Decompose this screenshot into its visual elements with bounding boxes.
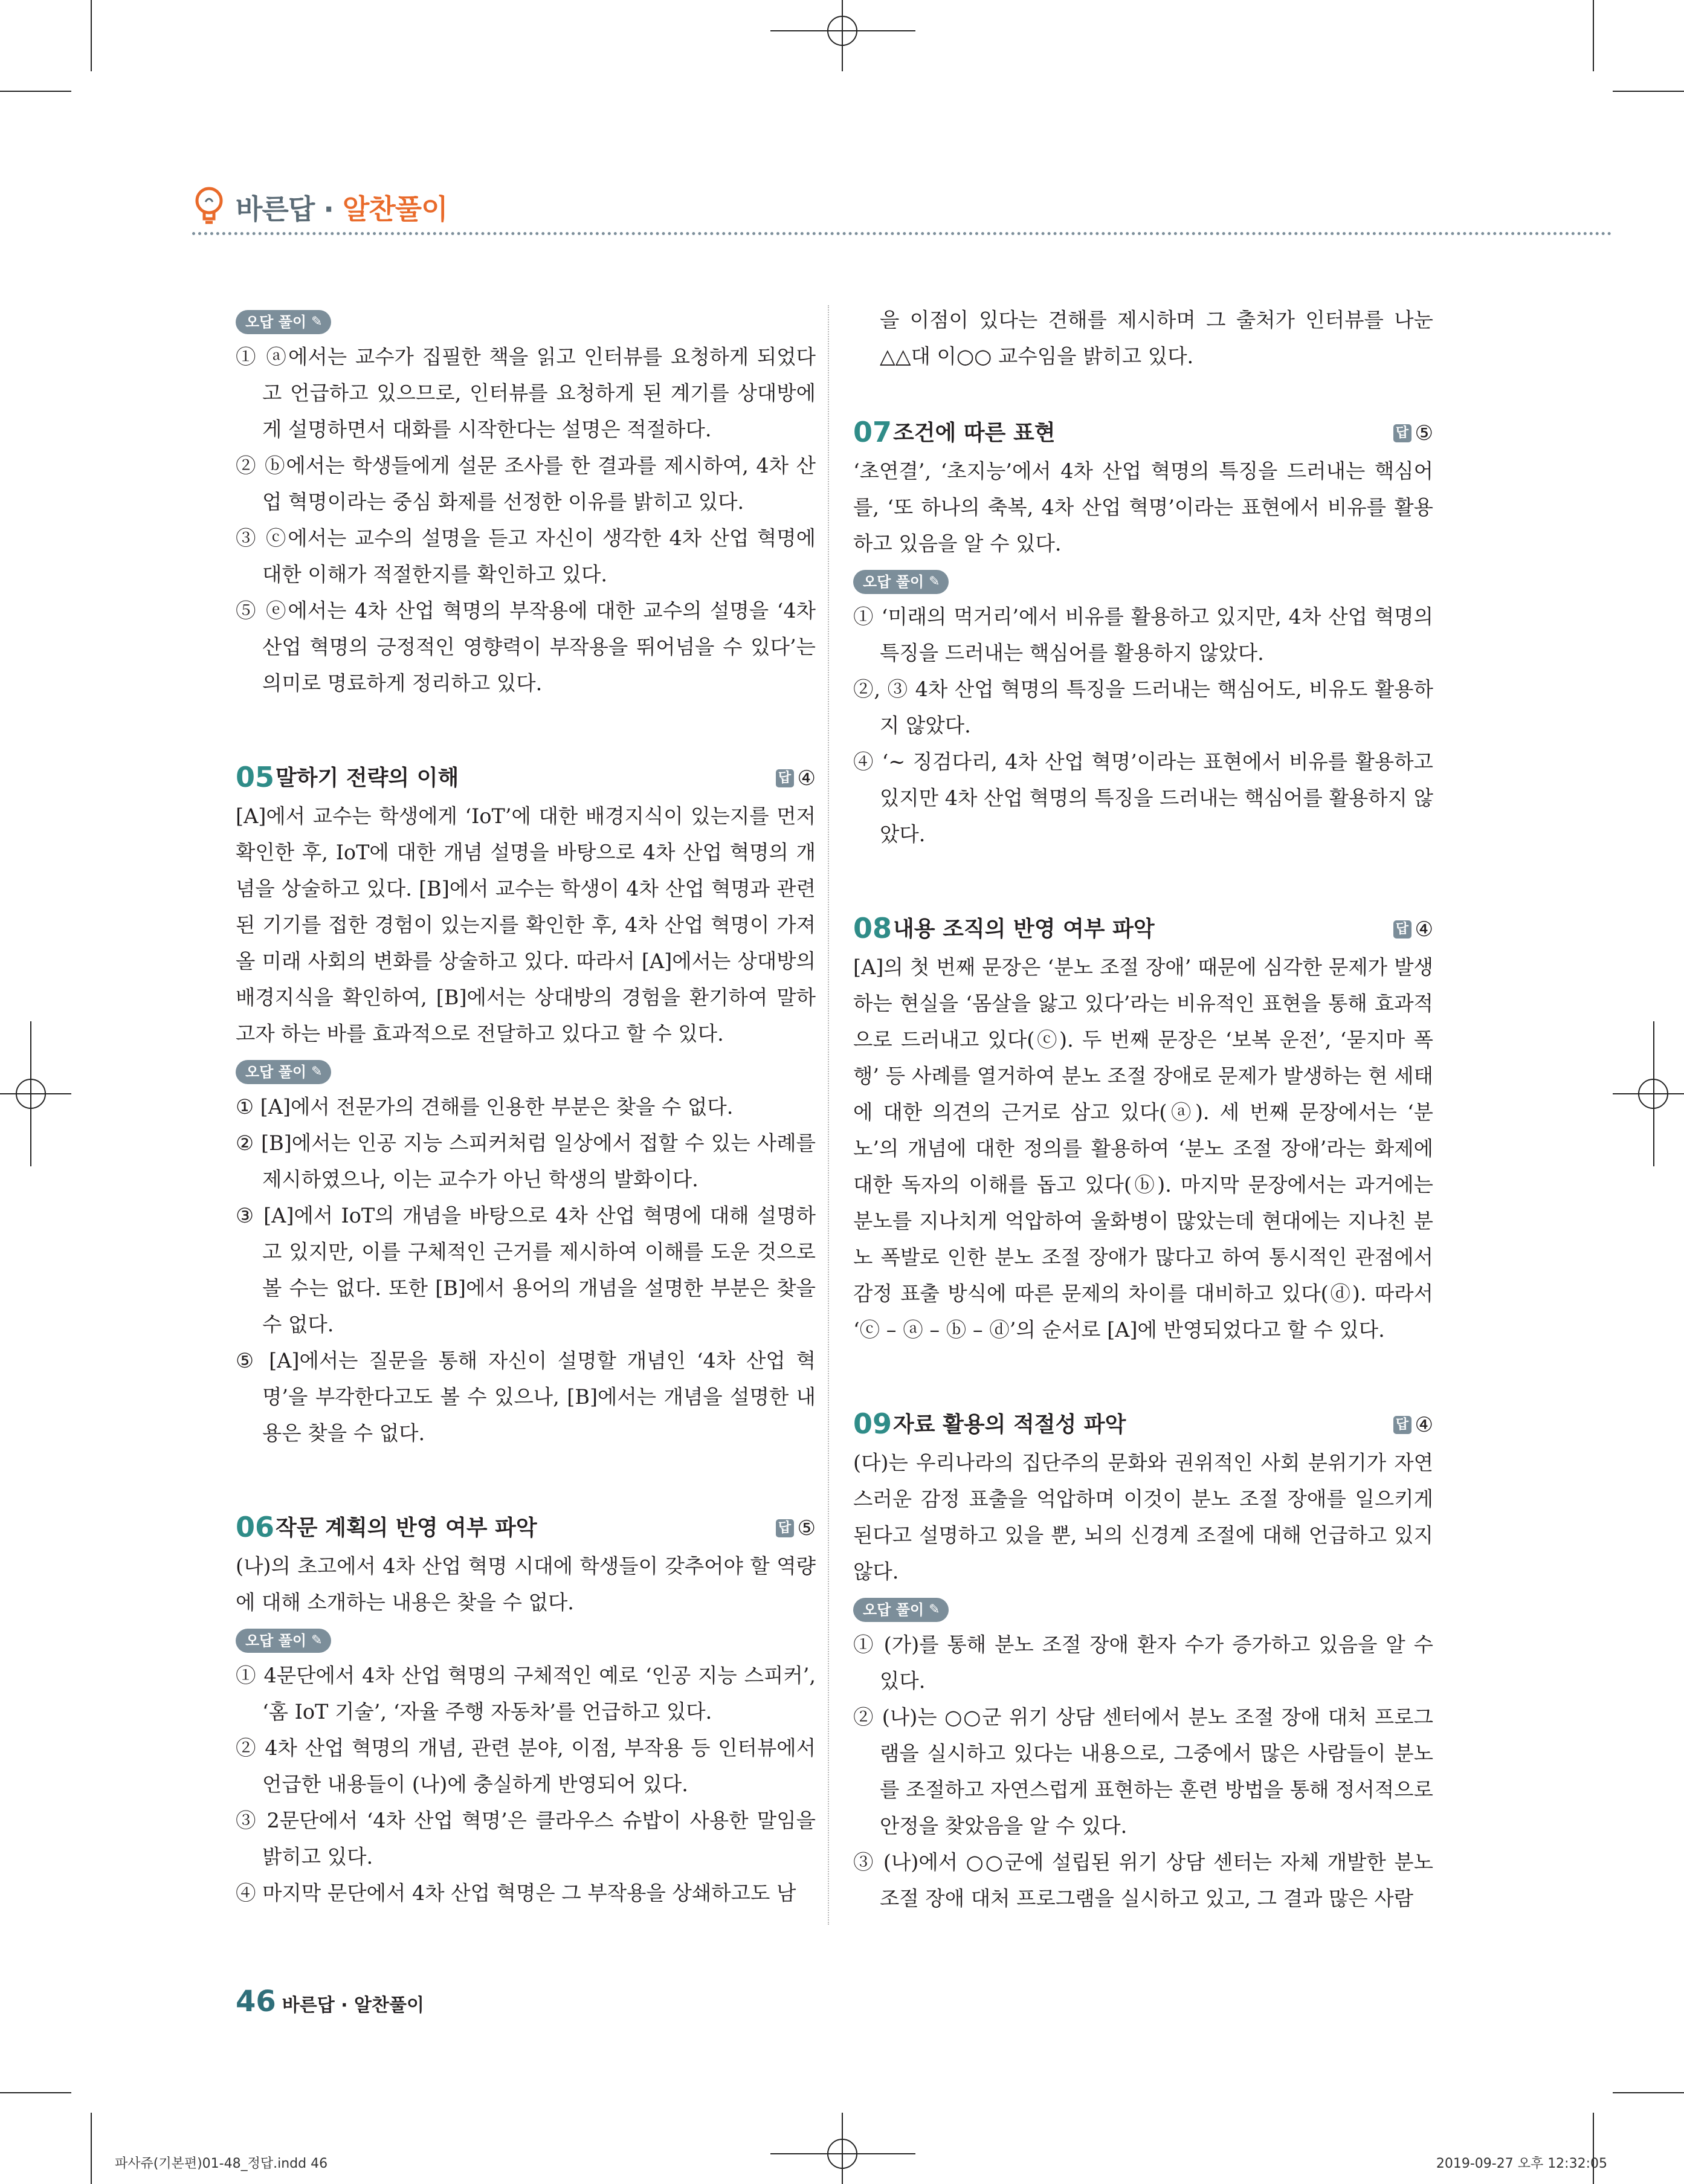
section-title: 작문 계획의 반영 여부 파악 [276, 1516, 537, 1540]
pencil-icon: ✎ [311, 314, 323, 329]
crop-mark [91, 2113, 92, 2184]
badge-label: 오답 풀이 [863, 1601, 924, 1618]
answer-indicator [1393, 913, 1433, 946]
explanation-item: ③ [A]에서 IoT의 개념을 바탕으로 4차 산업 혁명에 대해 설명하고 있지만, 이를 구체적인 근거를 제시하여 이해를 도운 것으로 볼 수는 없다. 또한 [B]에서 용어의 개념을 설명한 부분은 찾을 수 없다. [236, 1204, 816, 1336]
explanation-item: ②, ③ 4차 산업 혁명의 특징을 드러내는 핵심어도, 비유도 활용하지 않았다. [853, 677, 1433, 737]
lightbulb-icon [192, 184, 230, 228]
section-body: ‘초연결’, ‘초지능’에서 4차 산업 혁명의 특징을 드러내는 핵심어를, ‘또 하나의 축복, 4차 산업 혁명’이라는 표현에서 비유를 활용하고 있음을 알 수 있다. [853, 459, 1433, 555]
slug-file-info: 파사쥬(기본편)01-48_정답.indd 46 [115, 2156, 328, 2171]
wrong-answer-badge [236, 1629, 331, 1653]
explanation-item: ① [A]에서 전문가의 견해를 인용한 부분은 찾을 수 없다. [236, 1095, 734, 1119]
answer-icon: 답 [776, 769, 794, 787]
explanation-item: ⑤ ⓔ에서는 4차 산업 혁명의 부작용에 대한 교수의 설명을 ‘4차 산업 혁명의 긍정적인 영향력이 부작용을 뛰어넘을 수 있다’는 의미로 명료하게 정리하고 있다. [236, 599, 816, 695]
crop-mark [91, 0, 92, 71]
section-body: [A]의 첫 번째 문장은 ‘분노 조절 장애’ 때문에 심각한 문제가 발생하는 현실을 ‘몸살을 앓고 있다’라는 비유적인 표현을 통해 효과적으로 드러내고 있다(ⓒ). 두 번째 문장은 ‘보복 운전’, ‘묻지마 폭행’ 등 사례를 열거하여 분노 조절 장애로 문제가 발생하는 현 세태에 대한 의견의 근거로 삼고 있다(ⓐ). 세 번째 문장에서는 ‘분노’의 개념에 대한 정의를 활용하여 ‘분노 조절 장애’라는 화제에 대한 독자의 이해를 돕고 있다(ⓑ). 마지막 문장에서는 과거에는 분노를 지나치게 억압하여 울화병이 많았는데 현대에는 지나친 분노 폭발로 인한 분노 조절 장애가 많다고 하여 통시적인 관점에서 감정 표출 방식에 따른 문제의 차이를 대비하고 있다(ⓓ). 따라서 ‘ⓒ – ⓐ – ⓑ – ⓓ’의 순서로 [A]에 반영되었다고 할 수 있다. [853, 955, 1433, 1342]
section-title: 자료 활용의 적절성 파악 [893, 1412, 1126, 1437]
badge-label: 오답 풀이 [863, 573, 924, 590]
crop-mark [0, 91, 71, 92]
pencil-icon: ✎ [929, 574, 940, 589]
badge-label: 오답 풀이 [245, 1632, 307, 1649]
explanation-item: ① (가)를 통해 분노 조절 장애 환자 수가 증가하고 있음을 알 수 있다. [853, 1633, 1433, 1693]
section-heading-08 [853, 909, 1433, 949]
explanation-item: ② ⓑ에서는 학생들에게 설문 조사를 한 결과를 제시하여, 4차 산업 혁명이라는 중심 화제를 선정한 이유를 밝히고 있다. [236, 454, 816, 514]
section-heading-09 [853, 1405, 1433, 1445]
wrong-answer-badge [853, 570, 949, 594]
registration-mark [1638, 1079, 1668, 1109]
answer-icon: 답 [1393, 424, 1411, 442]
section-number: 09 [853, 1407, 892, 1440]
crop-mark [1593, 2113, 1594, 2184]
wrong-answer-badge [853, 1598, 949, 1622]
answer-indicator [1393, 1409, 1433, 1441]
column-divider [828, 305, 829, 1925]
answer-value: ⑤ [1415, 421, 1433, 445]
section-title: 조건에 따른 표현 [893, 421, 1056, 445]
answer-value: ④ [797, 766, 816, 790]
page-header-title [236, 187, 448, 227]
badge-label: 오답 풀이 [245, 314, 307, 331]
crop-mark [0, 2092, 71, 2093]
footer-book-title: 바른답 · 알찬풀이 [282, 1995, 424, 2016]
answer-icon: 답 [1393, 1416, 1411, 1434]
crop-mark [1613, 91, 1684, 92]
section-number: 07 [853, 416, 892, 448]
continued-text: 을 이점이 있다는 견해를 제시하며 그 출처가 인터뷰를 나눈 △△대 이○○ 교수임을 밝히고 있다. [880, 308, 1433, 368]
page-number: 46 [236, 1985, 276, 2018]
explanation-item: ② (나)는 ○○군 위기 상담 센터에서 분노 조절 장애 대처 프로그램을 실시하고 있다는 내용으로, 그중에서 많은 사람들이 분노를 조절하고 자연스럽게 표현하는 훈련 방법을 통해 정서적으로 안정을 찾았음을 알 수 있다. [853, 1705, 1433, 1838]
section-title: 말하기 전략의 이해 [276, 766, 459, 790]
section-number: 08 [853, 912, 892, 945]
slug-date: 2019-09-27 오후 12:32:05 [1436, 2156, 1607, 2171]
explanation-item: ④ 마지막 문단에서 4차 산업 혁명은 그 부작용을 상쇄하고도 남 [236, 1881, 796, 1905]
page-footer [236, 1985, 424, 2027]
crop-mark [1593, 0, 1594, 71]
answer-icon: 답 [1393, 920, 1411, 939]
right-column [853, 302, 1433, 1917]
crop-mark [1613, 2092, 1684, 2093]
section-body: (나)의 초고에서 4차 산업 혁명 시대에 학생들이 갖추어야 할 역량에 대해 소개하는 내용은 찾을 수 없다. [236, 1554, 816, 1614]
answer-value: ⑤ [797, 1516, 816, 1540]
answer-indicator [776, 762, 816, 795]
answer-indicator [1393, 417, 1433, 450]
pencil-icon: ✎ [311, 1064, 323, 1079]
answer-value: ④ [1415, 1413, 1433, 1437]
pencil-icon: ✎ [929, 1602, 940, 1617]
explanation-item: ③ 2문단에서 ‘4차 산업 혁명’은 클라우스 슈밥이 사용한 말임을 밝히고 있다. [236, 1809, 816, 1869]
explanation-item: ④ ‘~ 징검다리, 4차 산업 혁명’이라는 표현에서 비유를 활용하고 있지만 4차 산업 혁명의 특징을 드러내는 핵심어를 활용하지 않았다. [853, 750, 1433, 846]
section-heading-07 [853, 413, 1433, 453]
explanation-item: ② 4차 산업 혁명의 개념, 관련 분야, 이점, 부작용 등 인터뷰에서 언급한 내용들이 (나)에 충실하게 반영되어 있다. [236, 1736, 816, 1796]
section-heading-06 [236, 1508, 816, 1548]
header-title-accent: 알찬풀이 [342, 193, 448, 225]
section-heading-05 [236, 758, 816, 798]
explanation-item: ③ ⓒ에서는 교수의 설명을 듣고 자신이 생각한 4차 산업 혁명에 대한 이해가 적절한지를 확인하고 있다. [236, 526, 816, 586]
explanation-item: ② [B]에서는 인공 지능 스피커처럼 일상에서 접할 수 있는 사례를 제시하였으나, 이는 교수가 아닌 학생의 발화이다. [236, 1131, 816, 1191]
section-number: 06 [236, 1511, 275, 1543]
explanation-item: ③ (나)에서 ○○군에 설립된 위기 상담 센터는 자체 개발한 분노 조절 장애 대처 프로그램을 실시하고 있고, 그 결과 많은 사람 [853, 1850, 1433, 1910]
answer-value: ④ [1415, 917, 1433, 942]
answer-indicator [776, 1512, 816, 1545]
header-title-main: 바른답 · [236, 193, 343, 225]
header-dotted-rule [192, 232, 1612, 235]
running-header [192, 181, 1612, 236]
badge-label: 오답 풀이 [245, 1064, 307, 1081]
answer-icon: 답 [776, 1519, 794, 1537]
wrong-answer-badge [236, 1060, 331, 1084]
registration-mark [16, 1079, 46, 1109]
explanation-item: ① ‘미래의 먹거리’에서 비유를 활용하고 있지만, 4차 산업 혁명의 특징을 드러내는 핵심어를 활용하지 않았다. [853, 605, 1433, 665]
registration-mark [827, 16, 857, 46]
explanation-item: ① ⓐ에서는 교수가 집필한 책을 읽고 인터뷰를 요청하게 되었다고 언급하고 있으므로, 인터뷰를 요청하게 된 계기를 상대방에게 설명하면서 대화를 시작한다는 설명은 적절하다. [236, 345, 816, 441]
section-body: (다)는 우리나라의 집단주의 문화와 권위적인 사회 분위기가 자연스러운 감정 표출을 억압하며 이것이 분노 조절 장애를 일으키게 된다고 설명하고 있을 뿐, 뇌의 신경계 조절에 대해 언급하고 있지 않다. [853, 1451, 1433, 1583]
left-column [236, 302, 816, 1911]
registration-mark [827, 2139, 857, 2169]
wrong-answer-badge [236, 310, 331, 334]
explanation-item: ⑤ [A]에서는 질문을 통해 자신이 설명할 개념인 ‘4차 산업 혁명’을 부각한다고도 볼 수 있으나, [B]에서는 개념을 설명한 내용은 찾을 수 없다. [236, 1349, 816, 1445]
section-body: [A]에서 교수는 학생에게 ‘IoT’에 대한 배경지식이 있는지를 먼저 확인한 후, IoT에 대한 개념 설명을 바탕으로 4차 산업 혁명의 개념을 상술하고 있다. [B]에서 교수는 학생이 4차 산업 혁명과 관련된 기기를 접한 경험이 있는지를 확인한 후, 4차 산업 혁명이 가져올 미래 사회의 변화를 상술하고 있다. 따라서 [A]에서는 상대방의 배경지식을 확인하여, [B]에서는 상대방의 경험을 환기하여 말하고자 하는 바를 효과적으로 전달하고 있다고 할 수 있다. [236, 804, 816, 1045]
pencil-icon: ✎ [311, 1633, 323, 1648]
section-number: 05 [236, 761, 275, 793]
section-title: 내용 조직의 반영 여부 파악 [893, 917, 1155, 942]
explanation-item: ① 4문단에서 4차 산업 혁명의 구체적인 예로 ‘인공 지능 스피커’, ‘홈 IoT 기술’, ‘자율 주행 자동차’를 언급하고 있다. [236, 1664, 816, 1724]
